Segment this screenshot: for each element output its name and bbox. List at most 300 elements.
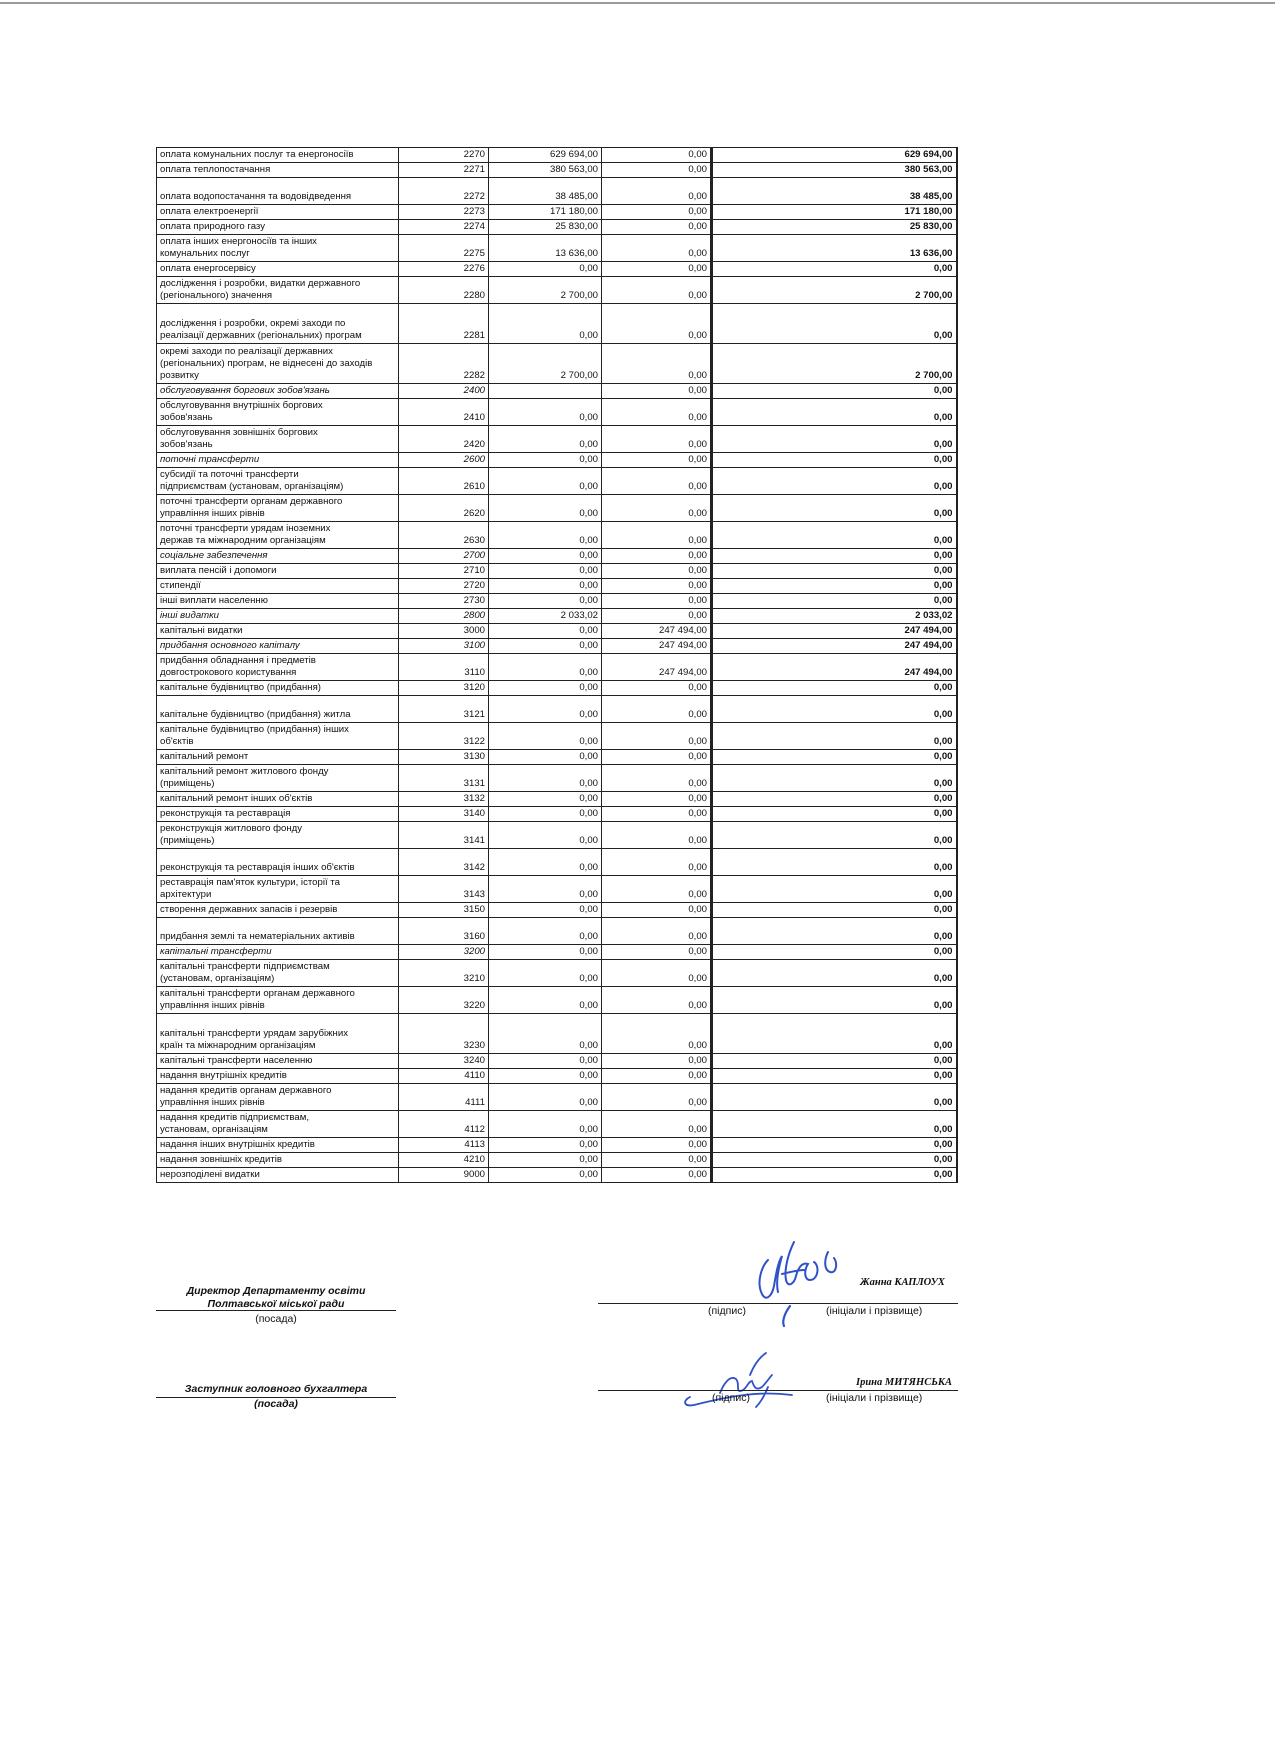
row-value-general-fund-cell: 0,00	[489, 522, 602, 549]
table-row	[157, 639, 957, 654]
row-name-cell: обслуговування зовнішніх боргових зобов'язань	[157, 426, 399, 453]
row-value-general-fund-cell: 0,00	[489, 579, 602, 594]
table-row	[157, 594, 957, 609]
row-name-cell: надання зовнішніх кредитів	[157, 1153, 399, 1168]
row-value-special-fund-cell: 0,00	[602, 750, 712, 765]
row-code-cell: 3100	[399, 639, 489, 654]
row-value-special-fund-cell: 247 494,00	[602, 624, 712, 639]
row-code-cell: 2280	[399, 277, 489, 304]
row-name-cell: оплата водопостачання та водовідведення	[157, 178, 399, 205]
row-code-cell: 9000	[399, 1168, 489, 1183]
row-code-cell: 3220	[399, 987, 489, 1014]
row-value-general-fund-cell: 0,00	[489, 304, 602, 344]
row-total-cell: 0,00	[712, 594, 957, 609]
row-value-general-fund-cell: 0,00	[489, 1138, 602, 1153]
row-value-general-fund-cell: 0,00	[489, 639, 602, 654]
row-total-cell: 247 494,00	[712, 639, 957, 654]
row-code-cell: 4110	[399, 1069, 489, 1084]
table-row	[157, 277, 957, 304]
table-row	[157, 681, 957, 696]
row-total-cell: 0,00	[712, 1069, 957, 1084]
expenditure-table-body	[157, 148, 957, 1183]
row-value-general-fund-cell: 0,00	[489, 960, 602, 987]
row-value-general-fund-cell: 0,00	[489, 654, 602, 681]
table-row	[157, 205, 957, 220]
row-value-general-fund-cell: 0,00	[489, 453, 602, 468]
row-total-cell: 0,00	[712, 522, 957, 549]
row-value-special-fund-cell: 0,00	[602, 205, 712, 220]
row-code-cell: 3122	[399, 723, 489, 750]
row-value-general-fund-cell: 0,00	[489, 849, 602, 876]
row-value-special-fund-cell: 0,00	[602, 1014, 712, 1054]
row-value-special-fund-cell: 0,00	[602, 594, 712, 609]
row-total-cell: 0,00	[712, 453, 957, 468]
row-code-cell: 3160	[399, 918, 489, 945]
row-name-cell: надання інших внутрішніх кредитів	[157, 1138, 399, 1153]
director-position-caption: (посада)	[255, 1313, 297, 1325]
director-position-line	[156, 1310, 396, 1311]
row-value-special-fund-cell: 247 494,00	[602, 654, 712, 681]
row-value-special-fund-cell: 0,00	[602, 220, 712, 235]
row-value-special-fund-cell: 0,00	[602, 1111, 712, 1138]
row-name-cell: капітальні трансферти підприємствам (установам, організаціям)	[157, 960, 399, 987]
row-value-special-fund-cell: 0,00	[602, 426, 712, 453]
row-value-general-fund-cell: 0,00	[489, 750, 602, 765]
row-total-cell: 0,00	[712, 1054, 957, 1069]
director-name: Жанна КАПЛОУХ	[860, 1277, 945, 1288]
table-row	[157, 1153, 957, 1168]
row-code-cell: 2710	[399, 564, 489, 579]
row-value-special-fund-cell: 0,00	[602, 1138, 712, 1153]
row-total-cell: 247 494,00	[712, 624, 957, 639]
table-row	[157, 1111, 957, 1138]
row-code-cell: 2400	[399, 384, 489, 399]
deputy-name-caption: (ініціали і прізвище)	[826, 1392, 923, 1404]
row-name-cell: окремі заходи по реалізації державних (регіональних) програм, не віднесені до заходів розвитку	[157, 344, 399, 384]
row-total-cell: 0,00	[712, 399, 957, 426]
row-code-cell: 2276	[399, 262, 489, 277]
row-value-special-fund-cell: 0,00	[602, 960, 712, 987]
row-total-cell: 0,00	[712, 792, 957, 807]
row-total-cell: 0,00	[712, 849, 957, 876]
row-total-cell: 0,00	[712, 903, 957, 918]
row-code-cell: 3210	[399, 960, 489, 987]
row-name-cell: нерозподілені видатки	[157, 1168, 399, 1183]
row-value-special-fund-cell: 0,00	[602, 235, 712, 262]
row-name-cell: реконструкція та реставрація	[157, 807, 399, 822]
row-value-special-fund-cell: 0,00	[602, 792, 712, 807]
table-row	[157, 1084, 957, 1111]
row-value-general-fund-cell: 0,00	[489, 1153, 602, 1168]
deputy-signature-line	[598, 1390, 958, 1391]
table-row	[157, 220, 957, 235]
row-total-cell: 0,00	[712, 681, 957, 696]
table-row	[157, 987, 957, 1014]
row-total-cell: 0,00	[712, 1014, 957, 1054]
row-value-general-fund-cell: 0,00	[489, 681, 602, 696]
row-name-cell: виплата пенсій і допомоги	[157, 564, 399, 579]
row-total-cell: 0,00	[712, 1138, 957, 1153]
row-code-cell: 2282	[399, 344, 489, 384]
row-total-cell: 0,00	[712, 468, 957, 495]
director-signature-caption: (підпис)	[708, 1305, 746, 1317]
row-value-general-fund-cell: 0,00	[489, 1014, 602, 1054]
row-name-cell: капітальний ремонт житлового фонду (приміщень)	[157, 765, 399, 792]
table-row	[157, 945, 957, 960]
row-code-cell: 3141	[399, 822, 489, 849]
row-name-cell: надання кредитів органам державного управління інших рівнів	[157, 1084, 399, 1111]
row-total-cell: 0,00	[712, 945, 957, 960]
row-value-general-fund-cell: 0,00	[489, 1069, 602, 1084]
row-value-general-fund-cell: 0,00	[489, 594, 602, 609]
row-code-cell: 2700	[399, 549, 489, 564]
row-code-cell: 2720	[399, 579, 489, 594]
row-value-special-fund-cell: 0,00	[602, 903, 712, 918]
row-name-cell: субсидії та поточні трансферти підприємствам (установам, організаціям)	[157, 468, 399, 495]
table-row	[157, 807, 957, 822]
row-total-cell: 0,00	[712, 426, 957, 453]
table-row	[157, 792, 957, 807]
table-row	[157, 960, 957, 987]
row-value-special-fund-cell: 0,00	[602, 495, 712, 522]
row-value-general-fund-cell: 0,00	[489, 1168, 602, 1183]
table-row	[157, 624, 957, 639]
row-name-cell: надання кредитів підприємствам, установам, організаціям	[157, 1111, 399, 1138]
row-name-cell: інші виплати населенню	[157, 594, 399, 609]
row-name-cell: капітальне будівництво (придбання)	[157, 681, 399, 696]
row-total-cell: 2 700,00	[712, 344, 957, 384]
table-row	[157, 1069, 957, 1084]
row-total-cell: 0,00	[712, 807, 957, 822]
row-code-cell: 3200	[399, 945, 489, 960]
director-position: Директор Департаменту освіти Полтавської міської ради	[186, 1285, 366, 1310]
table-row	[157, 903, 957, 918]
row-name-cell: соціальне забезпечення	[157, 549, 399, 564]
row-name-cell: реконструкція та реставрація інших об'єктів	[157, 849, 399, 876]
row-code-cell: 2273	[399, 205, 489, 220]
row-code-cell: 2630	[399, 522, 489, 549]
table-row	[157, 178, 957, 205]
row-value-special-fund-cell: 0,00	[602, 384, 712, 399]
row-name-cell: оплата природного газу	[157, 220, 399, 235]
row-code-cell: 3132	[399, 792, 489, 807]
row-value-special-fund-cell: 0,00	[602, 178, 712, 205]
row-name-cell: капітальний ремонт	[157, 750, 399, 765]
row-value-general-fund-cell: 0,00	[489, 903, 602, 918]
row-value-special-fund-cell: 0,00	[602, 918, 712, 945]
row-total-cell: 0,00	[712, 1153, 957, 1168]
row-name-cell: капітальне будівництво (придбання) житла	[157, 696, 399, 723]
row-code-cell: 2620	[399, 495, 489, 522]
row-code-cell: 3121	[399, 696, 489, 723]
row-value-general-fund-cell: 0,00	[489, 765, 602, 792]
deputy-position-caption: (посада)	[254, 1398, 298, 1410]
row-name-cell: дослідження і розробки, окремі заходи по реалізації державних (регіональних) програм	[157, 304, 399, 344]
row-value-special-fund-cell: 0,00	[602, 945, 712, 960]
row-value-special-fund-cell: 0,00	[602, 453, 712, 468]
table-row	[157, 822, 957, 849]
row-code-cell: 2281	[399, 304, 489, 344]
row-code-cell: 2271	[399, 163, 489, 178]
table-row	[157, 468, 957, 495]
row-name-cell: капітальні трансферти органам державного управління інших рівнів	[157, 987, 399, 1014]
row-code-cell: 3143	[399, 876, 489, 903]
row-code-cell: 3110	[399, 654, 489, 681]
row-total-cell: 0,00	[712, 1084, 957, 1111]
row-value-general-fund-cell: 0,00	[489, 807, 602, 822]
row-value-general-fund-cell: 0,00	[489, 876, 602, 903]
row-name-cell: обслуговування боргових зобов'язань	[157, 384, 399, 399]
row-value-general-fund-cell: 0,00	[489, 624, 602, 639]
table-row	[157, 579, 957, 594]
director-name-caption: (ініціали і прізвище)	[826, 1305, 923, 1317]
row-value-special-fund-cell: 0,00	[602, 609, 712, 624]
row-name-cell: обслуговування внутрішніх боргових зобов'язань	[157, 399, 399, 426]
row-code-cell: 4113	[399, 1138, 489, 1153]
row-value-special-fund-cell: 0,00	[602, 696, 712, 723]
row-code-cell: 2800	[399, 609, 489, 624]
row-name-cell: придбання обладнання і предметів довгострокового користування	[157, 654, 399, 681]
row-code-cell: 2610	[399, 468, 489, 495]
row-value-special-fund-cell: 0,00	[602, 304, 712, 344]
row-total-cell: 380 563,00	[712, 163, 957, 178]
row-total-cell: 0,00	[712, 495, 957, 522]
row-code-cell: 2270	[399, 148, 489, 163]
row-total-cell: 0,00	[712, 765, 957, 792]
table-row	[157, 304, 957, 344]
row-value-general-fund-cell: 0,00	[489, 822, 602, 849]
table-row	[157, 918, 957, 945]
row-value-general-fund-cell: 2 700,00	[489, 277, 602, 304]
row-value-general-fund-cell: 38 485,00	[489, 178, 602, 205]
row-value-special-fund-cell: 0,00	[602, 262, 712, 277]
row-total-cell: 0,00	[712, 262, 957, 277]
row-code-cell: 4111	[399, 1084, 489, 1111]
row-code-cell: 3000	[399, 624, 489, 639]
row-name-cell: капітальні трансферти	[157, 945, 399, 960]
row-value-general-fund-cell: 2 033,02	[489, 609, 602, 624]
table-row	[157, 1138, 957, 1153]
table-row	[157, 564, 957, 579]
row-value-general-fund-cell: 0,00	[489, 549, 602, 564]
scan-edge-line	[0, 2, 1275, 4]
row-value-general-fund-cell: 25 830,00	[489, 220, 602, 235]
row-total-cell: 2 033,02	[712, 609, 957, 624]
row-code-cell: 4112	[399, 1111, 489, 1138]
row-value-special-fund-cell: 0,00	[602, 876, 712, 903]
row-value-general-fund-cell: 380 563,00	[489, 163, 602, 178]
table-row	[157, 163, 957, 178]
row-name-cell: надання внутрішніх кредитів	[157, 1069, 399, 1084]
row-code-cell: 3230	[399, 1014, 489, 1054]
table-row	[157, 384, 957, 399]
row-value-general-fund-cell: 0,00	[489, 945, 602, 960]
row-code-cell: 2275	[399, 235, 489, 262]
row-name-cell: капітальні видатки	[157, 624, 399, 639]
row-code-cell: 3130	[399, 750, 489, 765]
table-row	[157, 522, 957, 549]
row-name-cell: реконструкція житлового фонду (приміщень)	[157, 822, 399, 849]
row-total-cell: 0,00	[712, 1111, 957, 1138]
row-code-cell: 2420	[399, 426, 489, 453]
row-value-general-fund-cell: 0,00	[489, 1054, 602, 1069]
row-value-special-fund-cell: 0,00	[602, 723, 712, 750]
row-value-general-fund-cell: 0,00	[489, 468, 602, 495]
row-value-general-fund-cell: 0,00	[489, 792, 602, 807]
deputy-signature-caption: (підпис)	[712, 1392, 750, 1404]
row-name-cell: стипендії	[157, 579, 399, 594]
row-total-cell: 0,00	[712, 876, 957, 903]
table-row	[157, 1014, 957, 1054]
row-code-cell: 3240	[399, 1054, 489, 1069]
row-value-special-fund-cell: 0,00	[602, 1069, 712, 1084]
row-code-cell: 4210	[399, 1153, 489, 1168]
row-name-cell: оплата електроенергії	[157, 205, 399, 220]
row-total-cell: 0,00	[712, 822, 957, 849]
row-code-cell: 3150	[399, 903, 489, 918]
row-value-special-fund-cell: 0,00	[602, 564, 712, 579]
row-name-cell: оплата комунальних послуг та енергоносіїв	[157, 148, 399, 163]
row-total-cell: 0,00	[712, 918, 957, 945]
row-value-special-fund-cell: 0,00	[602, 765, 712, 792]
row-total-cell: 171 180,00	[712, 205, 957, 220]
row-value-general-fund-cell: 0,00	[489, 399, 602, 426]
table-row	[157, 262, 957, 277]
table-row	[157, 1054, 957, 1069]
row-value-special-fund-cell: 0,00	[602, 468, 712, 495]
row-code-cell: 2410	[399, 399, 489, 426]
row-name-cell: придбання землі та нематеріальних активів	[157, 918, 399, 945]
row-name-cell: дослідження і розробки, видатки державного (регіонального) значення	[157, 277, 399, 304]
row-value-special-fund-cell: 0,00	[602, 1153, 712, 1168]
row-name-cell: поточні трансферти урядам іноземних держав та міжнародним організаціям	[157, 522, 399, 549]
table-row	[157, 876, 957, 903]
row-value-general-fund-cell: 0,00	[489, 696, 602, 723]
row-value-special-fund-cell: 0,00	[602, 1084, 712, 1111]
row-name-cell: поточні трансферти	[157, 453, 399, 468]
row-total-cell: 0,00	[712, 564, 957, 579]
row-value-general-fund-cell: 629 694,00	[489, 148, 602, 163]
row-value-special-fund-cell: 0,00	[602, 1168, 712, 1183]
table-row	[157, 453, 957, 468]
row-name-cell: інші видатки	[157, 609, 399, 624]
row-total-cell: 38 485,00	[712, 178, 957, 205]
row-total-cell: 0,00	[712, 384, 957, 399]
row-total-cell: 13 636,00	[712, 235, 957, 262]
row-code-cell: 2730	[399, 594, 489, 609]
row-total-cell: 0,00	[712, 579, 957, 594]
row-value-special-fund-cell: 0,00	[602, 681, 712, 696]
table-row	[157, 609, 957, 624]
row-code-cell: 3142	[399, 849, 489, 876]
row-value-general-fund-cell: 0,00	[489, 1111, 602, 1138]
row-name-cell: капітальні трансферти урядам зарубіжних країн та міжнародним організаціям	[157, 1014, 399, 1054]
row-total-cell: 0,00	[712, 696, 957, 723]
row-value-general-fund-cell: 0,00	[489, 723, 602, 750]
table-row	[157, 399, 957, 426]
row-name-cell: оплата інших енергоносіїв та інших комунальних послуг	[157, 235, 399, 262]
table-row	[157, 696, 957, 723]
row-name-cell: створення державних запасів і резервів	[157, 903, 399, 918]
row-code-cell: 2272	[399, 178, 489, 205]
row-value-general-fund-cell: 0,00	[489, 426, 602, 453]
row-value-special-fund-cell: 0,00	[602, 399, 712, 426]
row-code-cell: 2274	[399, 220, 489, 235]
deputy-position: Заступник головного бухгалтера	[184, 1383, 368, 1395]
table-row	[157, 426, 957, 453]
table-row	[157, 1168, 957, 1183]
row-value-special-fund-cell: 0,00	[602, 807, 712, 822]
row-value-general-fund-cell: 0,00	[489, 564, 602, 579]
row-value-general-fund-cell: 0,00	[489, 918, 602, 945]
row-value-special-fund-cell: 0,00	[602, 163, 712, 178]
row-value-special-fund-cell: 0,00	[602, 1054, 712, 1069]
row-total-cell: 629 694,00	[712, 148, 957, 163]
row-code-cell: 2600	[399, 453, 489, 468]
row-value-special-fund-cell: 0,00	[602, 549, 712, 564]
row-value-general-fund-cell: 2 700,00	[489, 344, 602, 384]
expenditure-table	[156, 147, 958, 1183]
row-value-special-fund-cell: 0,00	[602, 849, 712, 876]
row-value-special-fund-cell: 0,00	[602, 822, 712, 849]
row-total-cell: 0,00	[712, 304, 957, 344]
row-total-cell: 25 830,00	[712, 220, 957, 235]
row-name-cell: капітальне будівництво (придбання) інших об'єктів	[157, 723, 399, 750]
row-value-special-fund-cell: 0,00	[602, 344, 712, 384]
row-total-cell: 2 700,00	[712, 277, 957, 304]
row-value-special-fund-cell: 0,00	[602, 148, 712, 163]
row-total-cell: 0,00	[712, 549, 957, 564]
table-row	[157, 723, 957, 750]
row-name-cell: поточні трансферти органам державного управління інших рівнів	[157, 495, 399, 522]
row-name-cell: капітальні трансферти населенню	[157, 1054, 399, 1069]
table-row	[157, 344, 957, 384]
row-total-cell: 0,00	[712, 960, 957, 987]
row-value-special-fund-cell: 0,00	[602, 579, 712, 594]
row-name-cell: капітальний ремонт інших об'єктів	[157, 792, 399, 807]
row-value-general-fund-cell	[489, 384, 602, 399]
row-value-general-fund-cell: 0,00	[489, 262, 602, 277]
row-name-cell: оплата енергосервісу	[157, 262, 399, 277]
table-row	[157, 495, 957, 522]
row-value-special-fund-cell: 0,00	[602, 522, 712, 549]
director-signature-line	[598, 1303, 958, 1304]
row-code-cell: 3131	[399, 765, 489, 792]
row-total-cell: 0,00	[712, 1168, 957, 1183]
row-name-cell: придбання основного капіталу	[157, 639, 399, 654]
row-total-cell: 0,00	[712, 750, 957, 765]
table-row	[157, 765, 957, 792]
table-row	[157, 750, 957, 765]
row-name-cell: реставрація пам'яток культури, історії та архітектури	[157, 876, 399, 903]
row-value-special-fund-cell: 0,00	[602, 277, 712, 304]
row-value-general-fund-cell: 0,00	[489, 1084, 602, 1111]
row-value-special-fund-cell: 247 494,00	[602, 639, 712, 654]
row-total-cell: 247 494,00	[712, 654, 957, 681]
row-name-cell: оплата теплопостачання	[157, 163, 399, 178]
row-value-general-fund-cell: 0,00	[489, 495, 602, 522]
row-code-cell: 3140	[399, 807, 489, 822]
row-total-cell: 0,00	[712, 987, 957, 1014]
row-code-cell: 3120	[399, 681, 489, 696]
row-value-special-fund-cell: 0,00	[602, 987, 712, 1014]
table-row	[157, 654, 957, 681]
table-row	[157, 549, 957, 564]
row-value-general-fund-cell: 171 180,00	[489, 205, 602, 220]
table-row	[157, 148, 957, 163]
table-row	[157, 235, 957, 262]
row-value-general-fund-cell: 0,00	[489, 987, 602, 1014]
